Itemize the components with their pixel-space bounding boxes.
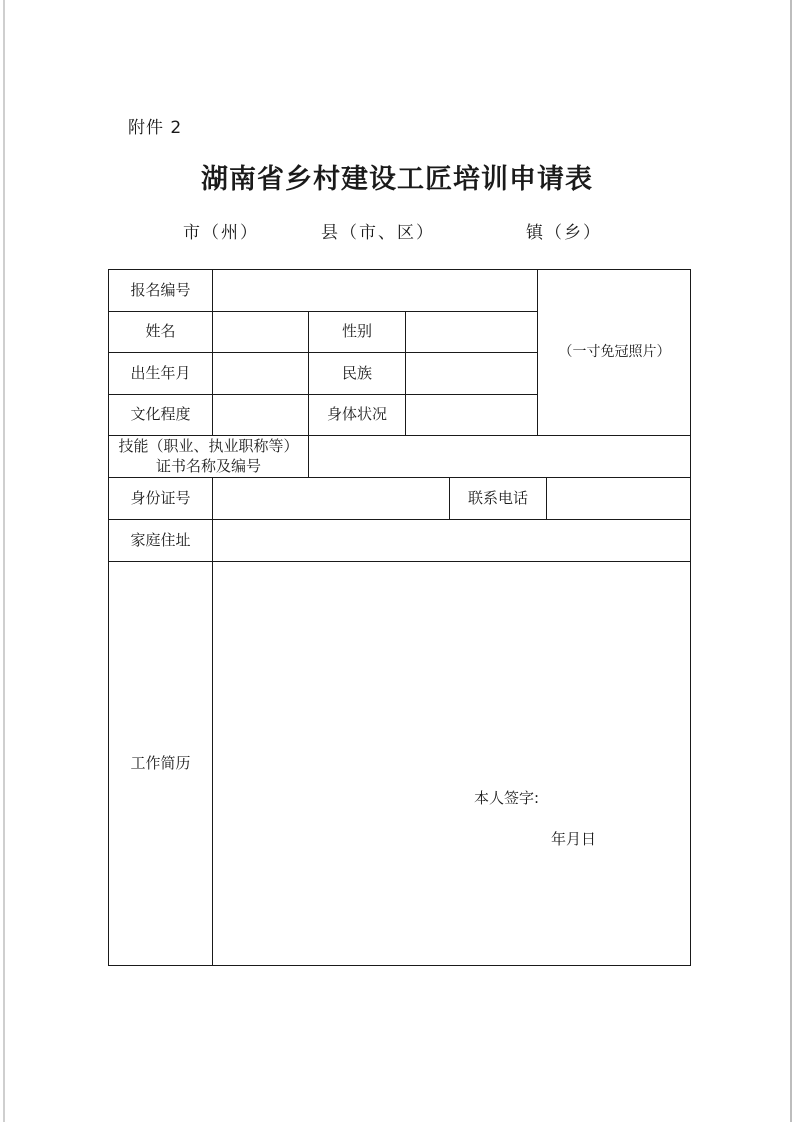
id-field[interactable] bbox=[213, 477, 449, 519]
certificate-label-line2: 证书名称及编号 bbox=[155, 457, 261, 475]
address-label: 家庭住址 bbox=[130, 530, 191, 549]
address-field[interactable] bbox=[213, 519, 691, 561]
registration-no-field[interactable] bbox=[213, 270, 537, 311]
education-field[interactable] bbox=[213, 394, 308, 435]
form-title: 湖南省乡村建设工匠培训申请表 bbox=[201, 164, 593, 195]
birth-field[interactable] bbox=[213, 352, 308, 394]
registration-no-label: 报名编号 bbox=[130, 281, 191, 299]
phone-field[interactable] bbox=[547, 477, 691, 519]
certificate-label bbox=[109, 435, 308, 477]
signature-label: 本人签字: bbox=[474, 789, 540, 807]
date-label: 年月日 bbox=[551, 830, 597, 848]
name-field[interactable] bbox=[213, 311, 308, 352]
region-town: 镇（乡） bbox=[526, 223, 602, 243]
ethnicity-field[interactable] bbox=[406, 352, 537, 394]
application-form-table bbox=[108, 269, 691, 966]
photo-placeholder: （一寸免冠照片） bbox=[558, 344, 671, 360]
attachment-label: 附件 2 bbox=[128, 118, 183, 138]
phone-label: 联系电话 bbox=[467, 488, 528, 507]
birth-label: 出生年月 bbox=[130, 363, 191, 382]
id-label: 身份证号 bbox=[130, 488, 191, 507]
gender-field[interactable] bbox=[406, 311, 537, 352]
work-history-label: 工作简历 bbox=[130, 753, 191, 772]
health-field[interactable] bbox=[406, 394, 537, 435]
gender-label: 性别 bbox=[341, 322, 372, 340]
name-label: 姓名 bbox=[145, 322, 176, 340]
region-city: 市（州） bbox=[183, 223, 259, 243]
certificate-field[interactable] bbox=[309, 435, 691, 477]
region-county: 县（市、区） bbox=[321, 223, 435, 243]
work-history-field[interactable] bbox=[213, 561, 691, 965]
education-label: 文化程度 bbox=[130, 405, 191, 423]
certificate-label-line1: 技能（职业、执业职称等） bbox=[118, 437, 299, 455]
ethnicity-label: 民族 bbox=[341, 363, 372, 382]
health-label: 身体状况 bbox=[326, 405, 387, 423]
